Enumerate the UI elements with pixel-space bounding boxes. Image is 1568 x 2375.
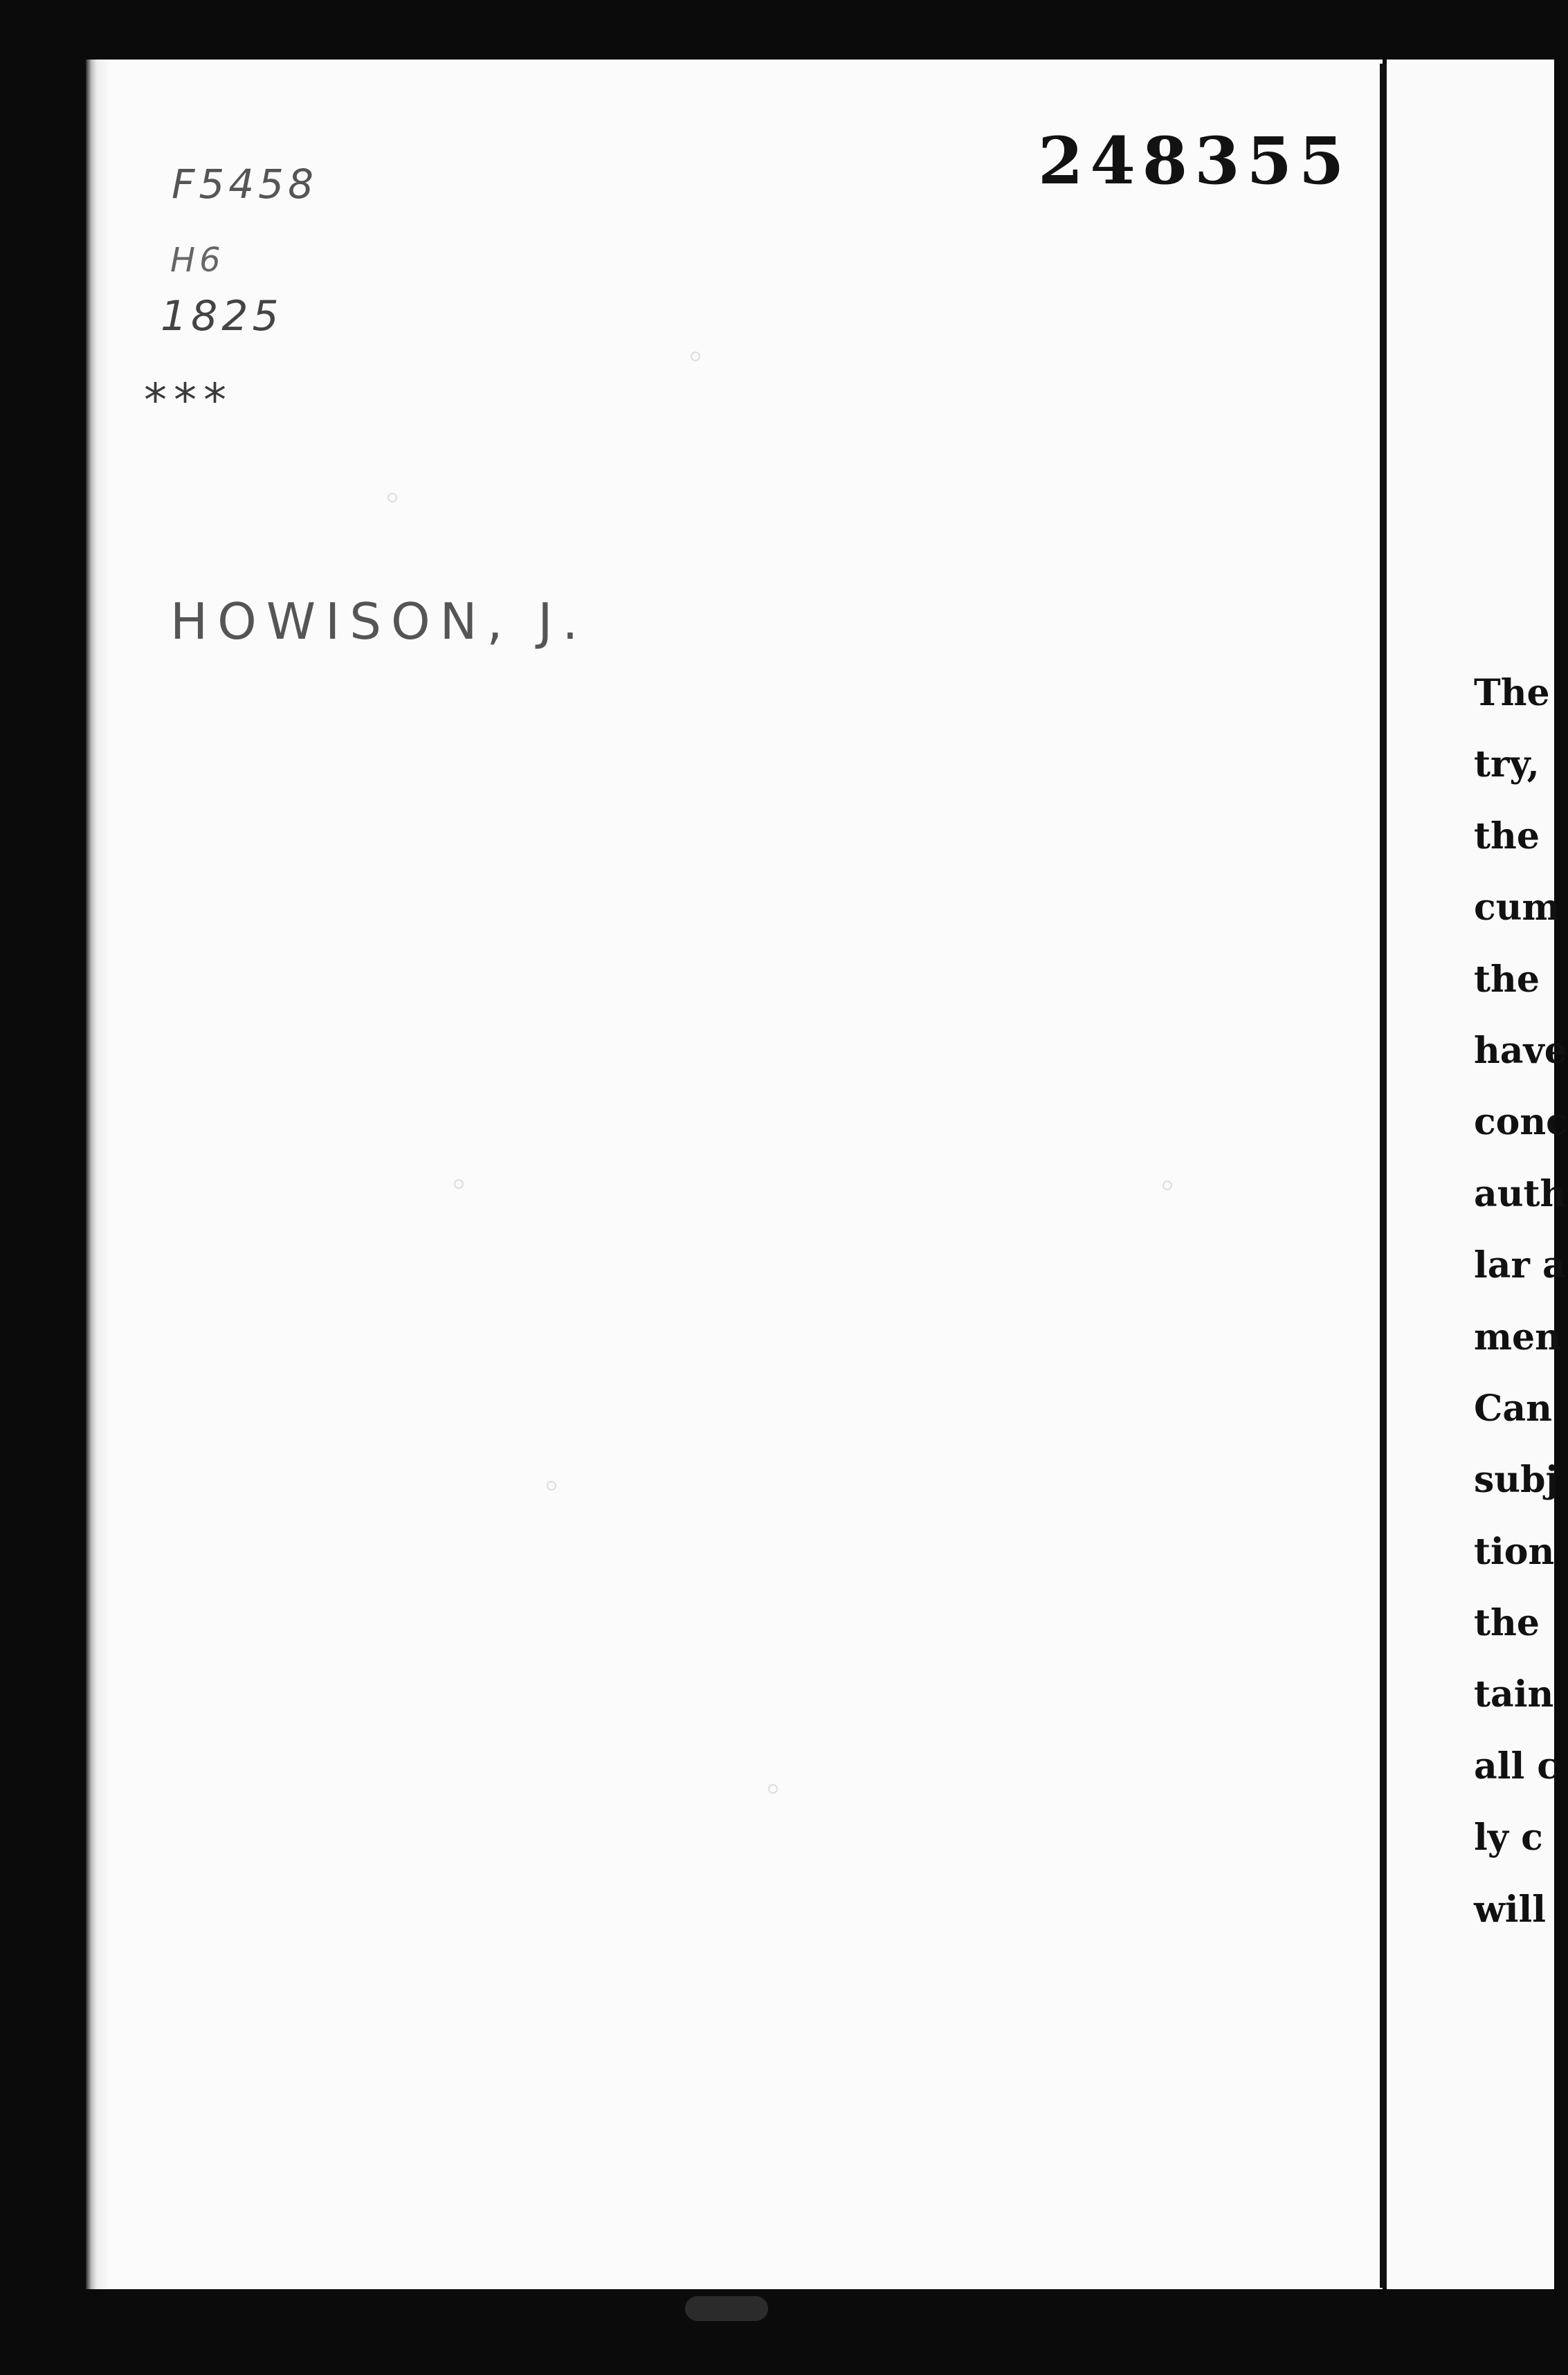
accession-number-stamp: 248355 bbox=[1038, 123, 1351, 199]
paper-speck bbox=[547, 1481, 556, 1491]
facing-line: men bbox=[1474, 1316, 1561, 1358]
facing-line: subj bbox=[1474, 1459, 1559, 1502]
facing-line: ly c bbox=[1474, 1817, 1543, 1859]
call-number-stars: *** bbox=[144, 374, 233, 427]
call-number-line2: H6 bbox=[170, 241, 225, 280]
facing-line: conc bbox=[1474, 1101, 1568, 1144]
page-gutter bbox=[1380, 64, 1387, 2288]
facing-line: Can bbox=[1474, 1387, 1552, 1430]
facing-line: cum bbox=[1474, 886, 1560, 929]
facing-line: the bbox=[1474, 958, 1540, 1001]
facing-line: the bbox=[1474, 815, 1540, 857]
page-binding-edge bbox=[86, 60, 109, 2289]
author-pencil-note: HOWISON, J. bbox=[170, 592, 588, 650]
call-number-year: 1825 bbox=[161, 292, 283, 340]
facing-line: have bbox=[1474, 1029, 1567, 1072]
paper-speck bbox=[1163, 1181, 1172, 1190]
paper-speck bbox=[454, 1179, 464, 1189]
paper-speck bbox=[768, 1784, 778, 1794]
facing-line: the bbox=[1474, 1602, 1540, 1645]
blank-flyleaf-page bbox=[86, 60, 1383, 2289]
facing-line: will bbox=[1474, 1888, 1547, 1931]
facing-line: lar a bbox=[1474, 1244, 1566, 1287]
facing-line: The bbox=[1474, 672, 1550, 714]
call-number-line1: F5458 bbox=[172, 161, 318, 208]
facing-line: tain bbox=[1474, 1673, 1554, 1716]
facing-line: try, bbox=[1474, 743, 1540, 786]
facing-line: all c bbox=[1474, 1745, 1559, 1787]
paper-speck bbox=[388, 493, 397, 502]
paper-speck bbox=[691, 352, 700, 361]
facing-line: tion bbox=[1474, 1530, 1555, 1573]
facing-page-text bbox=[1474, 657, 1568, 1945]
scan-artifact bbox=[685, 2296, 768, 2321]
facing-line: auth bbox=[1474, 1172, 1567, 1215]
